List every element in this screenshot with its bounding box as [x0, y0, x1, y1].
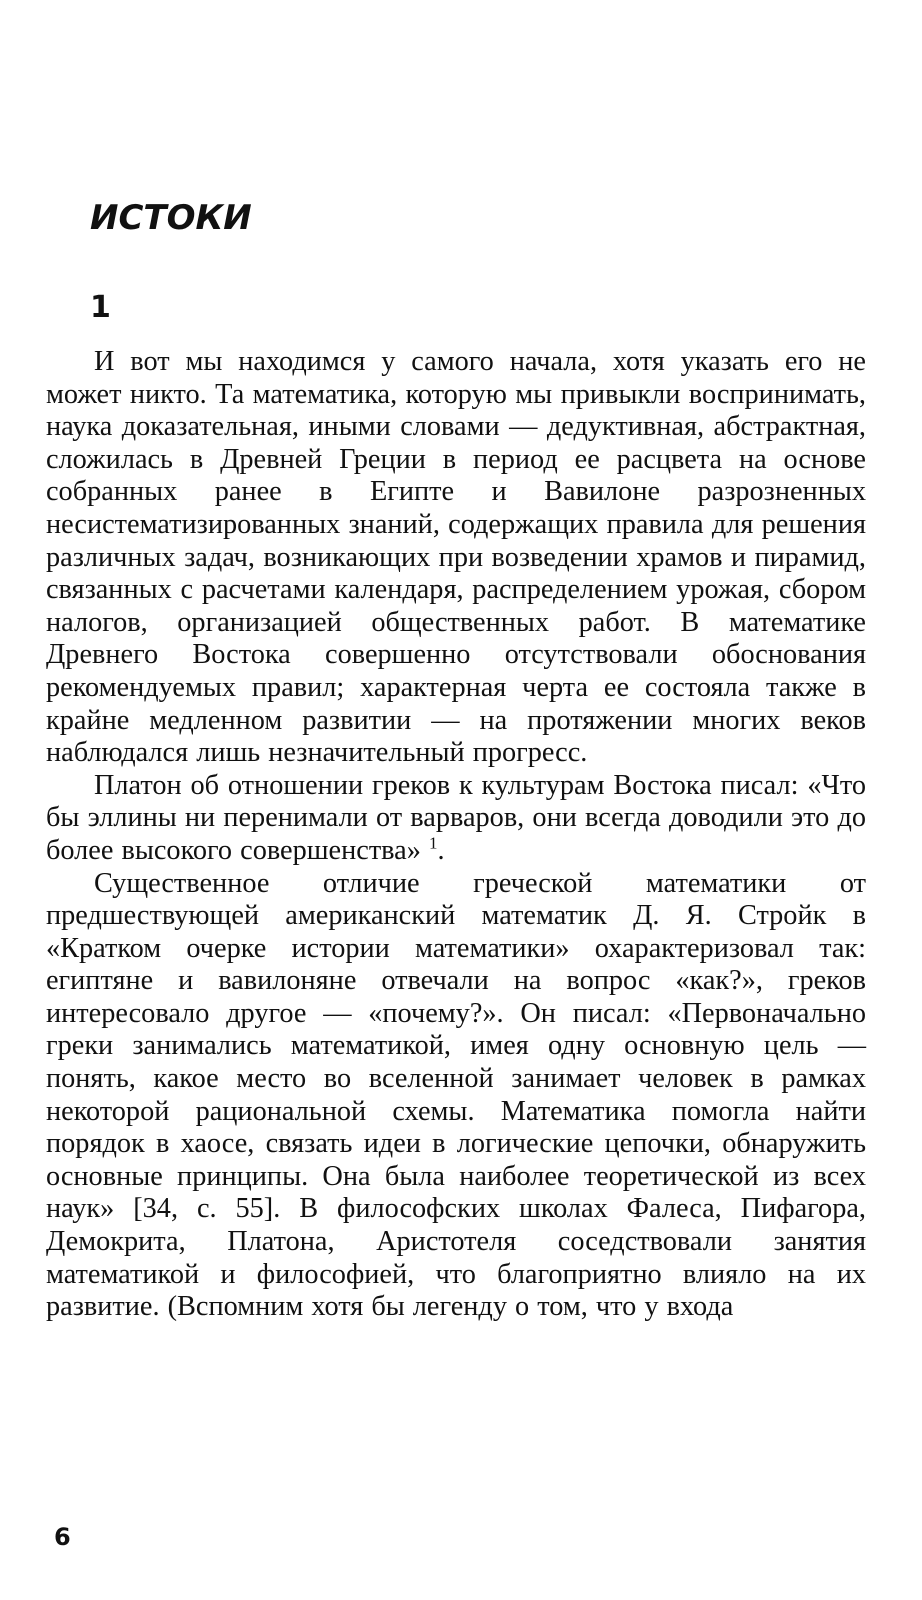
paragraph-3-text: Существенное отличие греческой математики от предшествующей американский математик Д. Я. Стройк в «Кратком очерке истории математики» охарактеризовал так: египтяне и вавилоняне отвечали на вопрос «как?», греков интересовало другое — «почему?». Он писал: «Первоначально греки занимались математикой, имея одну основную цель — понять, какое место во вселенной занимает человек в рамках некоторой рациональной схемы. Математика помогла найти порядок в хаосе, связать идеи в логические цепочки, обнаружить основные принципы. Она была наиболее теоретической из всех наук» [34, с. 55]. В философских школах Фалеса, Пифагора, Демокрита, Платона, Аристотеля соседствовали занятия математикой и философией, что благоприятно влияло на их развитие. (Вспомним хотя бы легенду о том, что у входа — [46, 867, 866, 1323]
paragraph-1 — [46, 346, 866, 770]
paragraph-2-text: Платон об отношении греков к культурам Востока писал: «Что бы эллины ни перенимали от варваров, они всегда доводили это до более высокого совершенства» — [46, 769, 866, 866]
footnote-ref[interactable]: 1 — [428, 833, 438, 853]
paragraph-3 — [46, 868, 866, 1324]
paragraph-1-text: И вот мы находимся у самого начала, хотя указать его не может никто. Та математика, которую мы привыкли воспринимать, наука доказательная, иными словами — дедуктивная, абстрактная, сложилась в Древней Греции в период ее расцвета на основе собранных ранее в Египте и Вавилоне разрозненных несистематизированных знаний, содержащих правила для решения различных задач, возникающих при возведении храмов и пирамид, связанных с расчетами календаря, распределением урожая, сбором налогов, организацией общественных работ. В математике Древнего Востока совершенно отсутствовали обоснования рекомендуемых правил; характерная черта ее состояла также в крайне медленном развитии — на протяжении многих веков наблюдался лишь незначительный прогресс. — [46, 346, 866, 769]
section-number: 1 — [90, 290, 111, 325]
page-number: 6 — [54, 1523, 71, 1551]
chapter-title: ИСТОКИ — [90, 198, 252, 238]
paragraph-2-tail: . — [437, 834, 445, 866]
body-text — [46, 346, 866, 1324]
paragraph-2 — [46, 770, 866, 868]
